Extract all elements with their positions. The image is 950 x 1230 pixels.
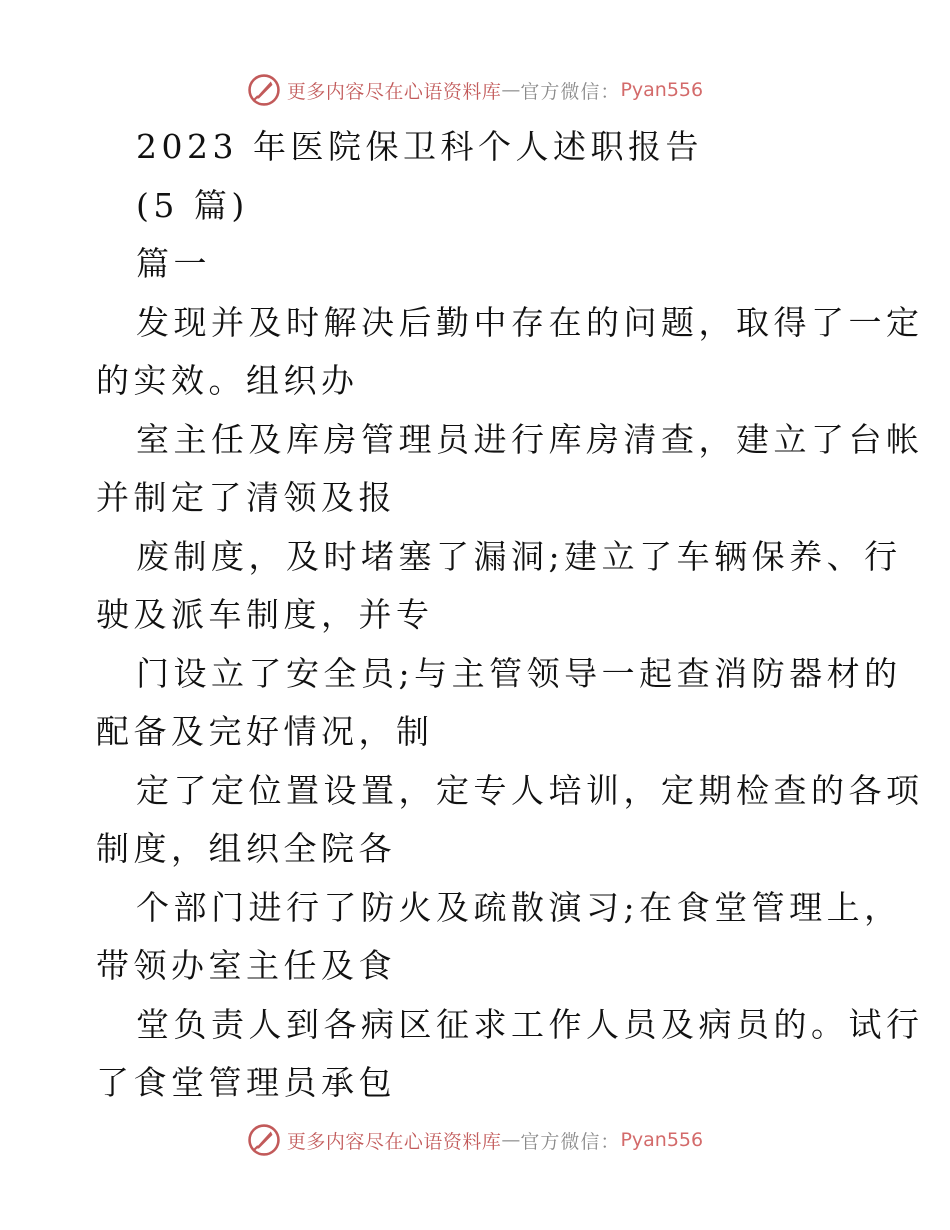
banner-wechat-label: 官方微信： [520,1130,621,1153]
body-line: 废制度，及时堵塞了漏洞;建立了车辆保养、行 [136,536,902,576]
feather-quill-logo-icon [247,1123,281,1157]
body-line: 堂负责人到各病区征求工作人员及病员的。试行 [136,1004,924,1044]
banner-site-text: 更多内容尽在心语资料库 [286,1130,502,1153]
section-heading: 篇一 [136,244,211,283]
body-line: 室主任及库房管理员进行库房清查，建立了台帐 [136,419,924,459]
banner-dash: — [501,1129,521,1151]
header-watermark-banner [0,68,950,112]
footer-watermark-banner [0,1118,950,1162]
document-title: 2023 年医院保卫科个人述职报告 [136,127,703,166]
banner-wechat-id: Pyan556 [620,1129,704,1151]
banner-dash: — [501,79,521,101]
body-line: 带领办室主任及食 [96,946,396,985]
body-line: 制度，组织全院各 [96,829,396,868]
body-line: 的实效。组织办 [96,361,359,400]
body-line: 定了定位置设置，定专人培训，定期检查的各项 [136,770,924,810]
document-content [96,118,924,1113]
body-line: 门设立了安全员;与主管领导一起查消防器材的 [136,653,902,693]
banner-site-text: 更多内容尽在心语资料库 [286,80,502,103]
body-line: 驶及派车制度，并专 [96,595,434,634]
banner-wechat-label: 官方微信： [520,80,621,103]
body-line: 个部门进行了防火及疏散演习;在食堂管理上， [136,887,902,927]
feather-quill-logo-icon [247,73,281,107]
body-line: 发现并及时解决后勤中存在的问题，取得了一定 [136,302,924,342]
document-subtitle: (5 篇) [136,185,249,225]
body-line: 并制定了清领及报 [96,478,396,517]
banner-wechat-id: Pyan556 [620,79,704,101]
body-line: 了食堂管理员承包 [96,1063,396,1102]
body-line: 配备及完好情况，制 [96,712,434,751]
